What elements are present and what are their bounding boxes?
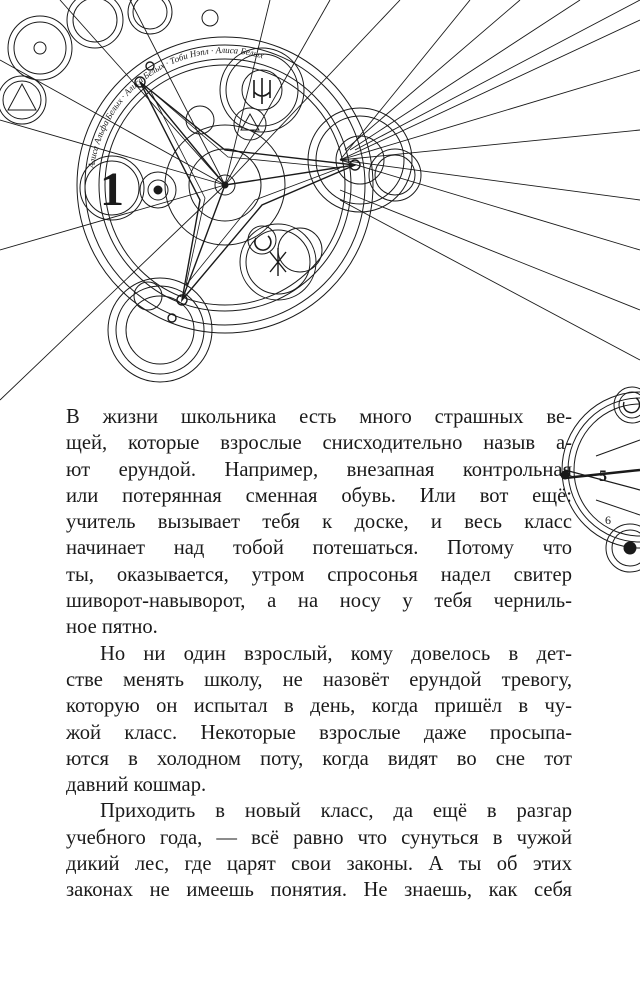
text-line: ют ерундой. Например, внезапная контрольная xyxy=(66,458,572,481)
text-line: или потерянная сменная обувь. Или вот ещё: xyxy=(66,484,572,507)
text-line: учитель вызывает тебя к доске, и весь класс xyxy=(66,511,572,534)
chapter-numeral: 1 xyxy=(100,163,124,216)
text-line: В жизни школьника есть много страшных ве- xyxy=(66,406,572,428)
text-line: начинает над тобой потешаться. Потому что xyxy=(66,537,572,560)
paragraph-3 xyxy=(66,798,572,903)
side-numeral-5: 5 xyxy=(599,468,607,485)
three-point-star xyxy=(135,62,360,322)
paragraph-1 xyxy=(66,404,572,641)
text-line: ты, оказывается, утром спросонья надел свитер xyxy=(66,563,572,586)
text-line: ное пятно. xyxy=(66,616,158,639)
text-line: учебного года, — всё равно что сунуться в чужой xyxy=(66,826,572,849)
text-line: дикий лес, где царят свои законы. А ты об этих xyxy=(66,853,572,876)
text-line: Но ни один взрослый, кому довелось в дет- xyxy=(100,642,572,665)
text-line: шиворот-навыворот, а на носу у тебя черниль- xyxy=(66,590,572,613)
text-line: жой класс. Некоторые взрослые даже просыпа- xyxy=(66,721,572,744)
ring-inscription: Алиса Альфа Белых · Алиса Белых · Тоби Нэпл · Алиса Белых xyxy=(86,44,265,169)
radiating-lines xyxy=(0,0,640,400)
text-line: стве менять школу, не назовёт ерундой тревогу, xyxy=(66,668,572,691)
text-line: которую он испытал в день, когда пришёл в чу- xyxy=(66,695,572,718)
side-numeral-6: 6 xyxy=(605,513,611,527)
text-line: давний кошмар. xyxy=(66,774,207,797)
body-text xyxy=(66,404,572,904)
paragraph-2 xyxy=(66,641,572,799)
text-line: щей, которые взрослые снисходительно назыв а- xyxy=(66,432,572,455)
text-line: ются в холодном поту, когда видят во сне тот xyxy=(66,747,572,770)
text-line: законах не имеешь понятия. Не знаешь, как себя xyxy=(66,879,572,902)
text-line: Приходить в новый класс, да ещё в разгар xyxy=(100,800,572,823)
top-left-gears xyxy=(0,0,218,124)
